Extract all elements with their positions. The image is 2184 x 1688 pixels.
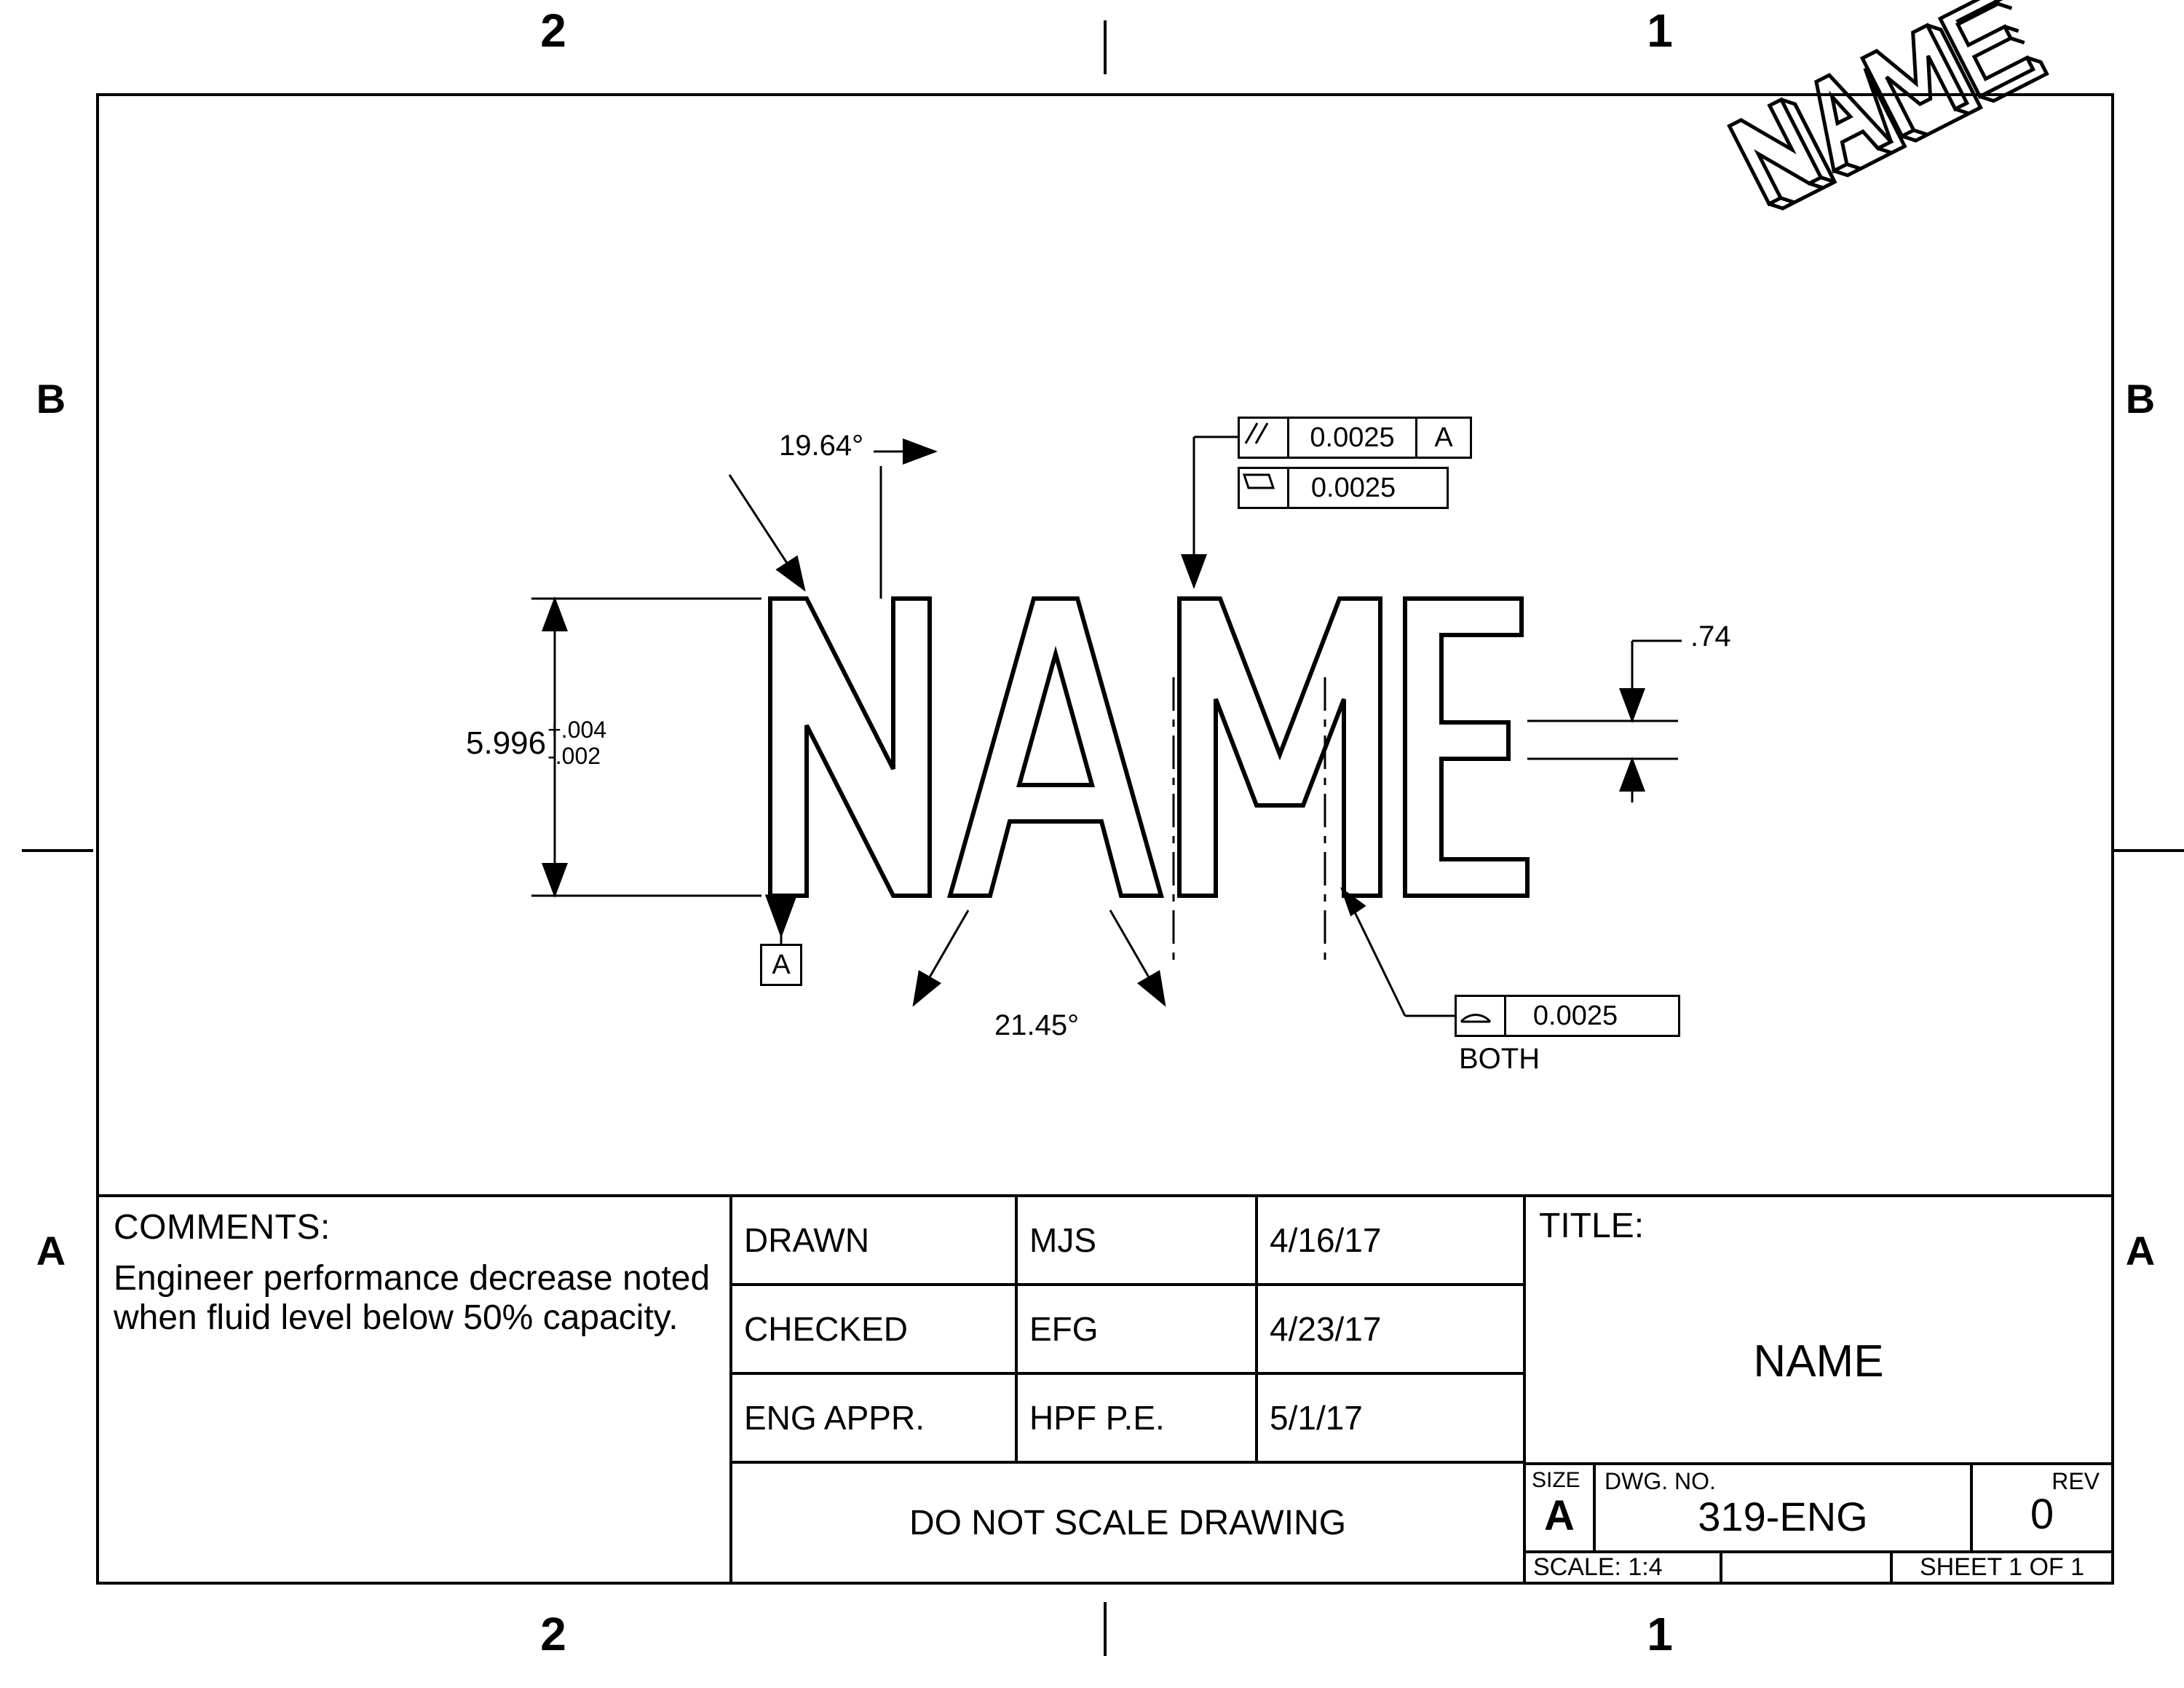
do-not-scale-note: DO NOT SCALE DRAWING	[909, 1503, 1347, 1542]
zone-letter-right-b: B	[2125, 376, 2156, 422]
table-row	[732, 1286, 1523, 1375]
title-area	[1526, 1197, 2111, 1465]
height-nominal: 5.996	[466, 725, 547, 761]
row-by-eng-appr: HPF P.E.	[1018, 1375, 1258, 1461]
row-label-drawn: DRAWN	[732, 1197, 1018, 1283]
zone-number-top-2: 2	[540, 4, 566, 57]
rev-cell	[1973, 1465, 2111, 1550]
table-row	[732, 1375, 1523, 1464]
table-row	[732, 1197, 1523, 1286]
title-block	[96, 1194, 2114, 1585]
flatness-tolerance: 0.0025	[1310, 472, 1396, 503]
dwg-label: DWG. NO.	[1605, 1467, 1716, 1494]
dwg-value: 319-ENG	[1698, 1493, 1868, 1539]
row-by-drawn: MJS	[1018, 1197, 1258, 1283]
zone-number-bottom-2: 2	[540, 1608, 566, 1660]
title-label: TITLE:	[1539, 1207, 1645, 1245]
profile-note-both: BOTH	[1459, 1043, 1540, 1075]
zone-letter-left-a: A	[36, 1228, 66, 1274]
fcf-flatness	[1238, 467, 1449, 509]
zone-tick-top	[1104, 20, 1107, 74]
size-cell	[1526, 1465, 1596, 1550]
row-by-checked: EFG	[1018, 1286, 1258, 1372]
height-tol-lower: -.002	[547, 742, 601, 769]
approvals-section	[732, 1197, 1526, 1582]
parallelism-icon	[1240, 419, 1289, 457]
row-date-eng-appr: 5/1/17	[1270, 1399, 1363, 1437]
title-value: NAME	[1753, 1336, 1884, 1387]
zone-tick-right	[2114, 849, 2184, 852]
angle-dimension-bottom: 21.45°	[994, 1009, 1080, 1041]
width-dimension: .74	[1690, 620, 1731, 652]
zone-number-top-1: 1	[1647, 4, 1673, 57]
scale-value: SCALE: 1:4	[1526, 1553, 1722, 1582]
scale-sheet-row	[1526, 1553, 2111, 1582]
profile-tolerance: 0.0025	[1532, 1000, 1618, 1031]
sheet-value: SHEET 1 OF 1	[1919, 1553, 2085, 1581]
zone-letter-left-b: B	[36, 376, 66, 422]
height-tol-upper: +.004	[547, 717, 607, 743]
comments-body: Engineer performance decrease noted when fluid level below 50% capacity.	[114, 1259, 711, 1337]
row-date-drawn: 4/16/17	[1270, 1221, 1382, 1259]
dwg-number-cell	[1596, 1465, 1973, 1550]
size-label: SIZE	[1532, 1467, 1580, 1492]
zone-tick-left	[22, 849, 93, 852]
row-label-eng-appr: ENG APPR.	[732, 1375, 1018, 1461]
zone-number-bottom-1: 1	[1647, 1608, 1673, 1660]
blank-cell	[1722, 1553, 1893, 1582]
flatness-icon	[1240, 469, 1289, 507]
parallelism-tolerance: 0.0025	[1289, 419, 1417, 457]
row-date-checked: 4/23/17	[1270, 1310, 1382, 1348]
fcf-profile-line	[1455, 995, 1680, 1037]
datum-feature-a: A	[760, 944, 802, 986]
zone-letter-right-a: A	[2125, 1228, 2156, 1274]
drawing-number-row	[1526, 1465, 2111, 1553]
row-label-checked: CHECKED	[732, 1286, 1018, 1372]
rev-value: 0	[2030, 1490, 2054, 1538]
zone-tick-bottom	[1104, 1602, 1107, 1656]
parallelism-datum: A	[1434, 422, 1453, 453]
title-section	[1526, 1197, 2111, 1582]
profile-line-icon	[1457, 997, 1506, 1035]
angle-dimension-top: 19.64°	[779, 430, 864, 462]
rev-label: REV	[2052, 1467, 2100, 1494]
size-value: A	[1544, 1491, 1575, 1539]
fcf-parallelism	[1238, 417, 1472, 459]
comments-label: COMMENTS:	[114, 1208, 331, 1247]
height-dimension	[466, 717, 606, 770]
comments-section	[99, 1197, 732, 1582]
